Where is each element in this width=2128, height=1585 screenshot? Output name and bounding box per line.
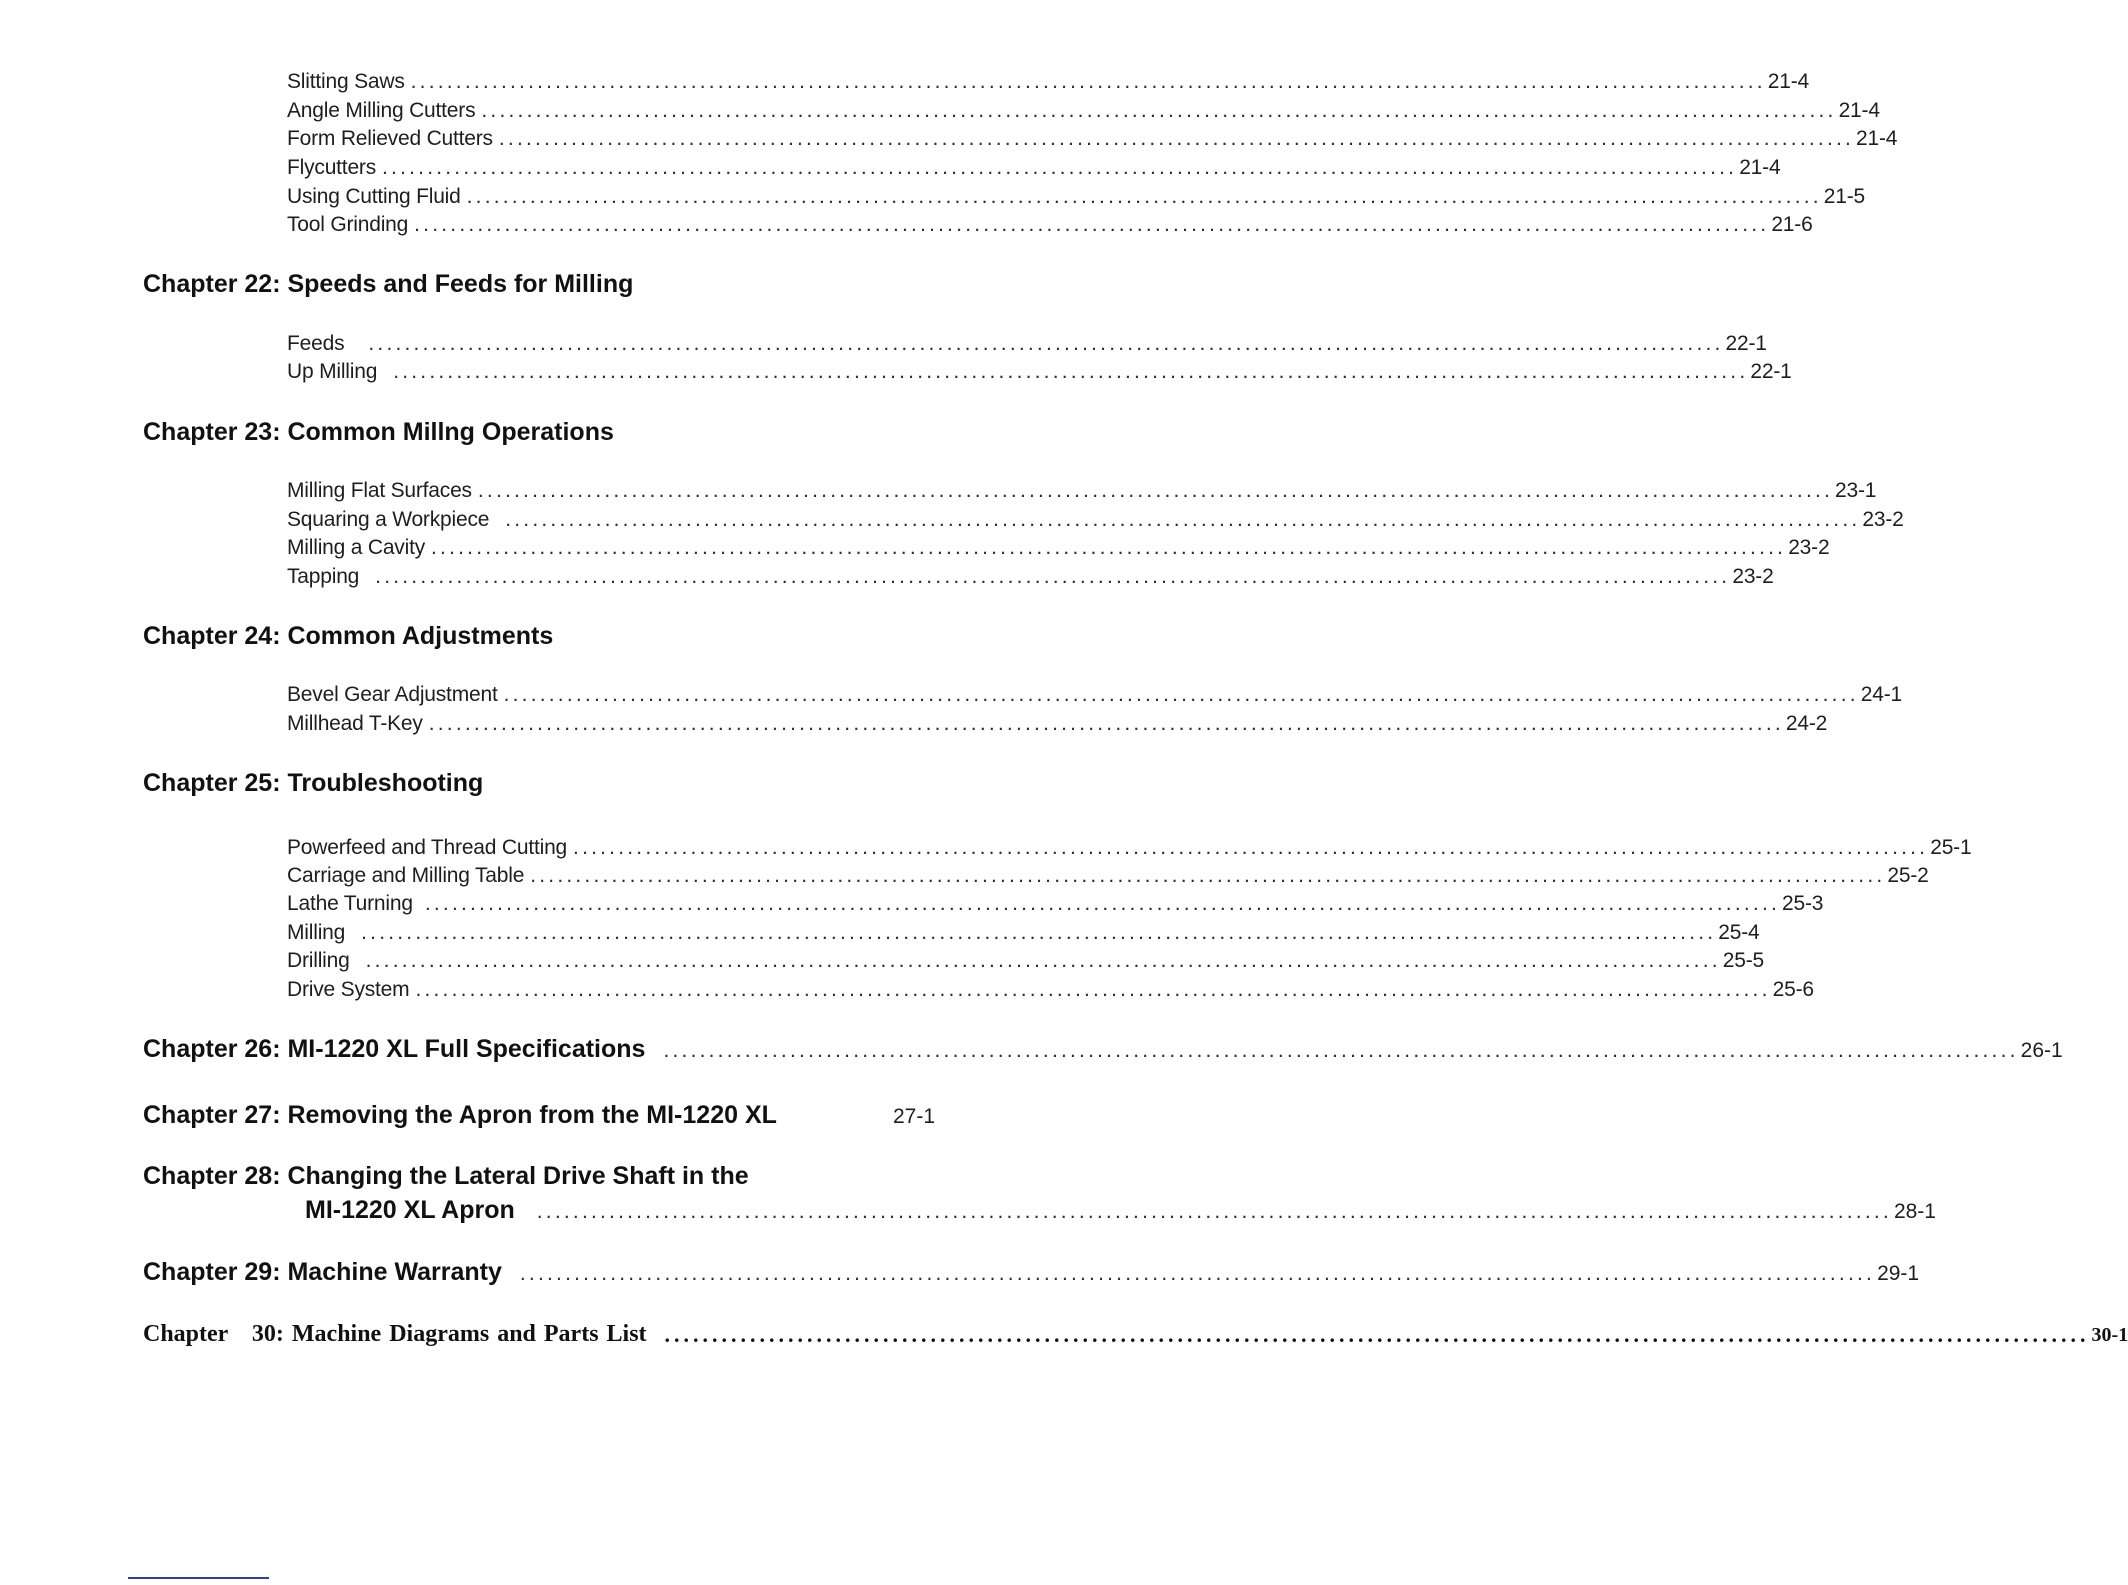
chapter-page: 26-1 xyxy=(2020,1039,2063,1062)
toc-entry-label: Tool Grinding xyxy=(287,213,409,236)
toc-entry-label: Squaring a Workpiece xyxy=(287,508,490,531)
chapter-28-heading[interactable]: Chapter 28: Changing the Lateral Drive Shaft in the xyxy=(143,1162,749,1190)
toc-entry-page: 21-4 xyxy=(1856,127,1898,150)
dot-leader: ...................................................................................................................................................... xyxy=(393,360,1749,383)
toc-entry-page: 21-4 xyxy=(1739,156,1781,179)
toc-entry-label: Flycutters xyxy=(287,156,377,179)
dot-leader: ...................................................................................................................................................... xyxy=(536,1200,1892,1223)
dot-leader: ...................................................................................................................................................... xyxy=(361,921,1717,944)
chapter-title: Chapter 29: Machine Warranty xyxy=(143,1258,502,1286)
footer-rule xyxy=(128,1577,269,1579)
toc-entry-label: Lathe Turning xyxy=(287,892,413,915)
chapter-title: Chapter 30: Machine Diagrams and Parts List xyxy=(143,1321,647,1347)
toc-entry-page: 25-4 xyxy=(1718,921,1760,944)
toc-entry-tool-grinding[interactable] xyxy=(287,211,1813,239)
toc-entry-page: 24-2 xyxy=(1785,712,1828,735)
dot-leader: ...................................................................................................................................................... xyxy=(466,185,1822,208)
toc-entry-page: 21-4 xyxy=(1767,70,1810,93)
toc-entry-page: 21-4 xyxy=(1838,99,1880,122)
chapter-page: 27-1 xyxy=(892,1105,935,1128)
toc-entry-carriage-and-milling-table[interactable] xyxy=(287,862,1929,890)
toc-entry-page: 25-3 xyxy=(1782,892,1824,915)
toc-entry-label: Carriage and Milling Table xyxy=(287,864,525,887)
chapter-27-heading[interactable] xyxy=(143,1098,935,1132)
dot-leader: ...................................................................................................................................................... xyxy=(503,683,1859,706)
dot-leader: ...................................................................................................................................................... xyxy=(424,892,1781,915)
toc-entry-page: 25-6 xyxy=(1772,978,1814,1001)
chapter-title: Chapter 27: Removing the Apron from the MI-1220 XL xyxy=(143,1101,777,1129)
toc-entry-lathe-turning[interactable] xyxy=(287,890,1824,918)
chapter-24-heading[interactable]: Chapter 24: Common Adjustments xyxy=(143,622,554,650)
toc-entry-page: 23-1 xyxy=(1835,479,1877,502)
dot-leader: ...................................................................................................................................................... xyxy=(415,978,1771,1001)
chapter-title: MI-1220 XL Apron xyxy=(305,1196,515,1224)
toc-entry-milling-a-cavity[interactable] xyxy=(287,534,1830,562)
dot-leader: ...................................................................................................................................................... xyxy=(368,332,1724,355)
chapter-page: 29-1 xyxy=(1877,1262,1920,1285)
toc-entry-label: Angle Milling Cutters xyxy=(287,99,476,122)
toc-entry-label: Bevel Gear Adjustment xyxy=(287,683,498,706)
chapter-30-heading[interactable] xyxy=(143,1317,2128,1351)
toc-entry-page: 23-2 xyxy=(1732,565,1774,588)
toc-entry-feeds[interactable] xyxy=(287,330,1767,358)
toc-entry-page: 22-1 xyxy=(1725,332,1767,355)
dot-leader: ...................................................................................................................................................... xyxy=(663,1039,2019,1062)
toc-entry-page: 22-1 xyxy=(1750,360,1792,383)
toc-entry-label: Millhead T-Key xyxy=(287,712,423,735)
toc-entry-milling[interactable] xyxy=(287,919,1760,947)
toc-entry-page: 23-2 xyxy=(1862,508,1904,531)
chapter-22-heading[interactable]: Chapter 22: Speeds and Feeds for Milling xyxy=(143,270,634,298)
toc-entry-up-milling[interactable] xyxy=(287,358,1792,386)
dot-leader: ...................................................................................................................................................... xyxy=(505,508,1861,531)
toc-entry-label: Using Cutting Fluid xyxy=(287,185,461,208)
toc-entry-label: Drive System xyxy=(287,978,410,1001)
toc-entry-form-relieved-cutters[interactable] xyxy=(287,125,1898,153)
chapter-25-heading[interactable]: Chapter 25: Troubleshooting xyxy=(143,769,484,797)
dot-leader: ...................................................................................................................................................... xyxy=(477,479,1834,502)
toc-entry-page: 25-1 xyxy=(1930,836,1972,859)
toc-entry-label: Slitting Saws xyxy=(287,70,405,93)
toc-entry-bevel-gear-adjustment[interactable] xyxy=(287,681,1902,709)
toc-entry-page: 23-2 xyxy=(1788,536,1830,559)
toc-entry-millhead-t-key[interactable] xyxy=(287,710,1828,738)
toc-entry-angle-milling-cutters[interactable] xyxy=(287,97,1880,125)
dot-leader: ...................................................................................................................................................... xyxy=(481,99,1837,122)
toc-entry-label: Up Milling xyxy=(287,360,378,383)
toc-entry-page: 25-5 xyxy=(1722,949,1764,972)
toc-entry-label: Drilling xyxy=(287,949,350,972)
toc-entry-powerfeed-and-thread-cutting[interactable] xyxy=(287,834,1972,862)
dot-leader: ...................................................................................................................................................... xyxy=(498,127,1855,150)
toc-entry-label: Milling xyxy=(287,921,346,944)
toc-entry-label: Milling a Cavity xyxy=(287,536,426,559)
toc-entry-squaring-a-workpiece[interactable] xyxy=(287,506,1904,534)
toc-entry-page: 21-5 xyxy=(1823,185,1866,208)
toc-entry-page: 21-6 xyxy=(1771,213,1813,236)
toc-entry-label: Form Relieved Cutters xyxy=(287,127,493,150)
chapter-29-heading[interactable] xyxy=(143,1255,1920,1289)
dot-leader: ...................................................................................................................................................... xyxy=(519,1262,1876,1285)
chapter-page: 28-1 xyxy=(1893,1200,1936,1223)
toc-entry-slitting-saws[interactable] xyxy=(287,68,1810,96)
dot-leader: ...................................................................................................................................................... xyxy=(410,70,1766,93)
toc-entry-tapping[interactable] xyxy=(287,563,1774,591)
dot-leader: ...................................................................................................................................................... xyxy=(573,836,1929,859)
chapter-28-heading-continued[interactable] xyxy=(305,1193,1936,1227)
dot-leader: ...................................................................................................................................................... xyxy=(365,949,1721,972)
chapter-26-heading[interactable] xyxy=(143,1032,2063,1066)
chapter-title: Chapter 26: MI-1220 XL Full Specifications xyxy=(143,1035,646,1063)
toc-entry-label: Powerfeed and Thread Cutting xyxy=(287,836,568,859)
toc-entry-drilling[interactable] xyxy=(287,947,1764,975)
dot-leader: ...................................................................................................................................................... xyxy=(431,536,1787,559)
toc-entry-milling-flat-surfaces[interactable] xyxy=(287,477,1877,505)
toc-entry-label: Feeds xyxy=(287,332,345,355)
dot-leader: ...................................................................................................................................................... xyxy=(664,1322,2090,1347)
toc-entry-using-cutting-fluid[interactable] xyxy=(287,183,1866,211)
chapter-page: 30-1 xyxy=(2091,1324,2128,1346)
dot-leader: ...................................................................................................................................................... xyxy=(414,213,1770,236)
toc-entry-drive-system[interactable] xyxy=(287,976,1814,1004)
dot-leader: ...................................................................................................................................................... xyxy=(428,712,1784,735)
dot-leader: ...................................................................................................................................................... xyxy=(375,565,1731,588)
dot-leader: ...................................................................................................................................................... xyxy=(382,156,1738,179)
toc-entry-flycutters[interactable] xyxy=(287,154,1781,182)
dot-leader: ...................................................................................................................................................... xyxy=(530,864,1886,887)
toc-entry-label: Milling Flat Surfaces xyxy=(287,479,472,502)
toc-entry-page: 25-2 xyxy=(1887,864,1929,887)
chapter-23-heading[interactable]: Chapter 23: Common Millng Operations xyxy=(143,418,614,446)
toc-entry-page: 24-1 xyxy=(1860,683,1902,706)
toc-entry-label: Tapping xyxy=(287,565,360,588)
